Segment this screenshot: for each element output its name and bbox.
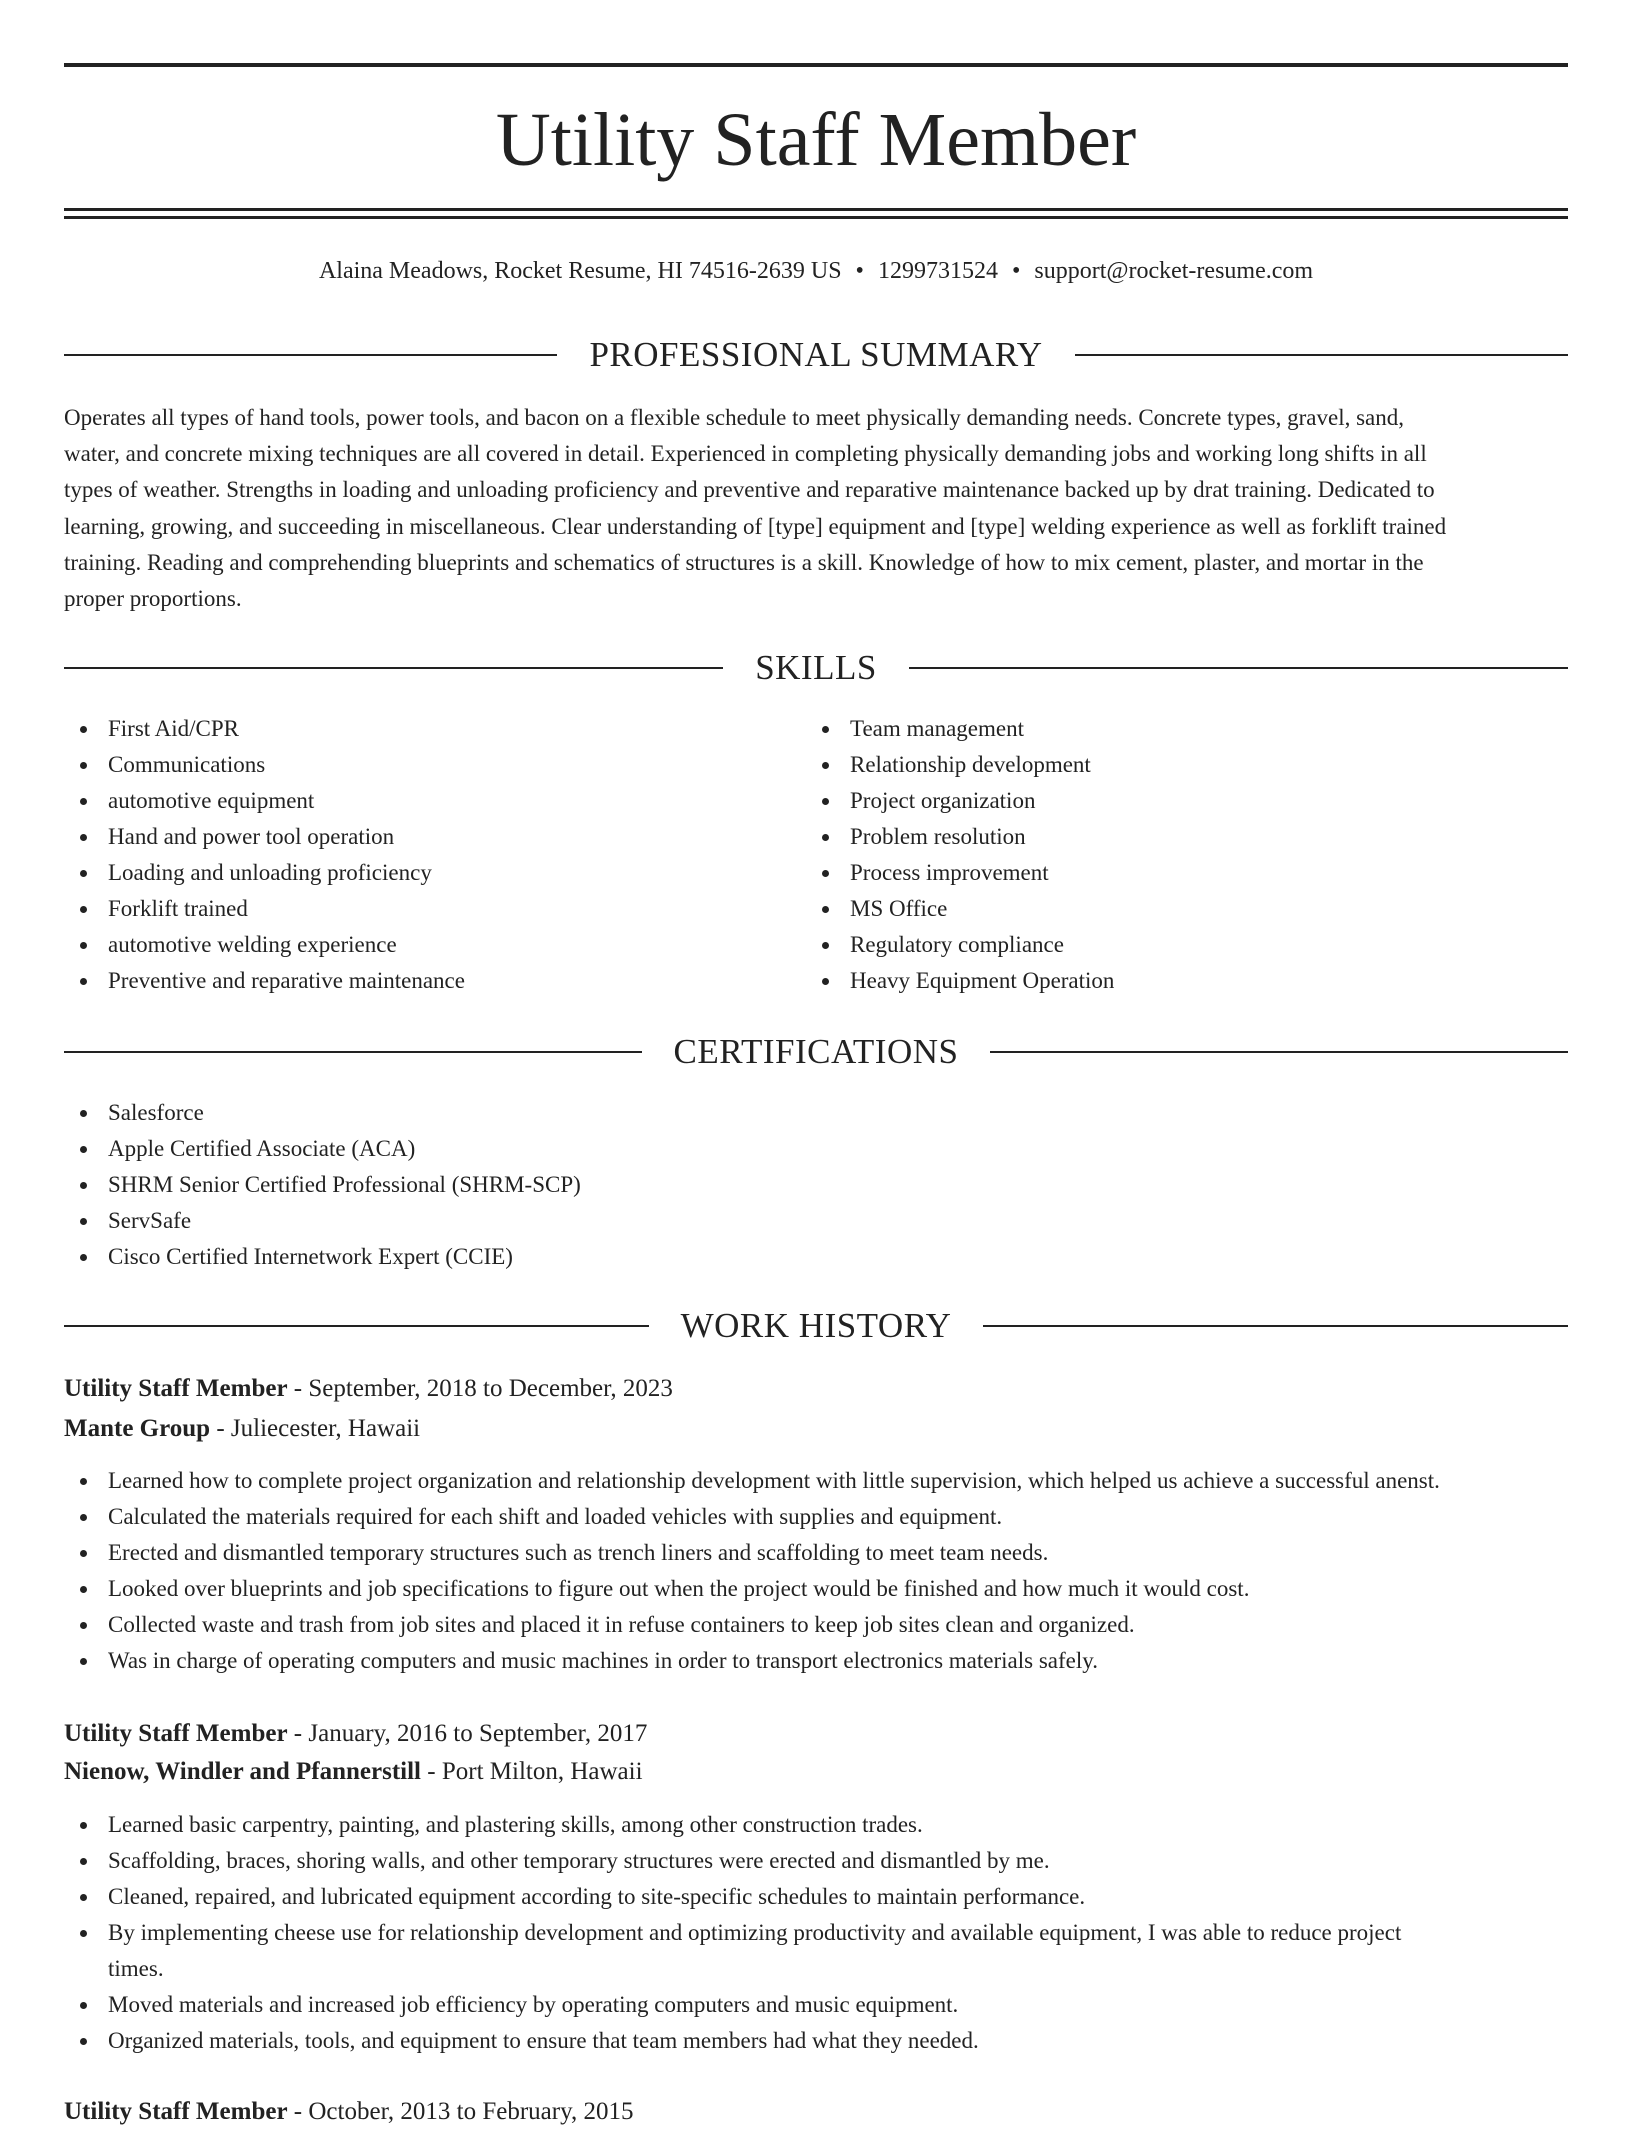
job-title: Utility Staff Member (64, 1375, 288, 1402)
job-bullet-item (64, 1499, 1568, 1535)
job-bullet-text: Calculated the materials required for each shift and loaded vehicles with supplies and equipment. (108, 1504, 1003, 1529)
skill-item (806, 711, 1566, 747)
job-bullet-text: Learned basic carpentry, painting, and plastering skills, among other construction trades. (108, 1812, 923, 1837)
section-title-skills: SKILLS (755, 648, 877, 687)
skill-text: automotive welding experience (108, 932, 397, 957)
section-heading-skills (64, 645, 1568, 691)
job-company: Mante Group (64, 1415, 211, 1442)
job-bullets (64, 1807, 1568, 2059)
certification-item (64, 1167, 1568, 1203)
job-bullet-text: Collected waste and trash from job sites and placed it in refuse containers to keep job sites clean and organized. (108, 1612, 1135, 1637)
job-company-line (64, 1754, 1568, 1790)
heading-rule-right (909, 667, 1568, 669)
skill-text: automotive equipment (108, 788, 315, 813)
job-location: - Port Milton, Hawaii (421, 1758, 643, 1785)
header-top-rule (64, 63, 1568, 67)
job-bullet-item (64, 1535, 1568, 1571)
bullet (80, 1110, 87, 1117)
bullet (80, 1894, 87, 1901)
summary-line: learning, growing, and succeeding in miscellaneous. Clear understanding of [type] equipment and [type] welding experience as well as forklift trained (64, 513, 1447, 539)
skill-text: Forklift trained (108, 896, 248, 921)
bullet (822, 726, 829, 733)
contact-phone: 1299731524 (877, 258, 998, 284)
bullet (80, 762, 87, 769)
bullet (80, 1822, 87, 1829)
bullet (822, 834, 829, 841)
job-bullet-item (64, 1807, 1568, 1843)
heading-rule-left (64, 1051, 642, 1053)
skill-item (64, 783, 804, 819)
job-bullet-item (64, 1843, 1568, 1879)
job-bullet-item (64, 1915, 1568, 1987)
job-bullet-item (64, 1987, 1568, 2023)
job-bullet-item (64, 1463, 1568, 1499)
bullet (80, 834, 87, 841)
skill-item (806, 927, 1566, 963)
bullet (80, 726, 87, 733)
job-bullet-text: Erected and dismantled temporary structures such as trench liners and scaffolding to meet team needs. (108, 1540, 1049, 1565)
section-title-summary: PROFESSIONAL SUMMARY (589, 335, 1043, 374)
job-company-line (64, 1411, 1568, 1447)
skill-text: Relationship development (850, 752, 1091, 777)
section-heading-certifications (64, 1029, 1568, 1075)
heading-rule-left (64, 1325, 649, 1327)
skill-item (806, 963, 1566, 999)
contact-separator: • (855, 258, 864, 284)
skill-item (64, 855, 804, 891)
bullet (80, 942, 87, 949)
skill-item (806, 819, 1566, 855)
section-heading-summary (64, 332, 1568, 378)
summary-line: Operates all types of hand tools, power tools, and bacon on a flexible schedule to meet physically demanding needs. Concrete types, gravel, sand, (64, 405, 1405, 430)
contact-email: support@rocket-resume.com (1034, 258, 1314, 284)
certification-item (64, 1095, 1568, 1131)
summary-line: proper proportions. (64, 586, 242, 612)
job-bullet-text: Organized materials, tools, and equipment to ensure that team members had what they needed. (108, 2028, 979, 2053)
skill-item (64, 963, 804, 999)
header-double-rule-upper (64, 208, 1568, 211)
summary-line: water, and concrete mixing techniques are all covered in detail. Experienced in completing physically demanding jobs and working long shifts in all (64, 441, 1427, 467)
job-bullet-text: Scaffolding, braces, shoring walls, and other temporary structures were erected and dismantled by me. (108, 1848, 1050, 1873)
heading-rule-left (64, 667, 723, 669)
bullet (80, 1658, 87, 1665)
job-bullet-item (64, 1607, 1568, 1643)
job-bullet-text: Was in charge of operating computers and music machines in order to transport electronics materials safely. (108, 1648, 1099, 1673)
skill-item (64, 891, 804, 927)
certification-text: ServSafe (108, 1208, 192, 1233)
bullet (80, 1514, 87, 1521)
bullet (80, 1550, 87, 1557)
bullet (80, 906, 87, 913)
job-title-line (64, 1716, 1568, 1752)
bullet (80, 1478, 87, 1485)
heading-rule-left (64, 354, 557, 356)
bullet (80, 870, 87, 877)
bullet (80, 1858, 87, 1865)
bullet (822, 798, 829, 805)
summary-line: types of weather. Strengths in loading and unloading proficiency and preventive and reparative maintenance backed up by drat training. Dedicated to (64, 477, 1435, 503)
bullet (80, 1622, 87, 1629)
professional-summary (64, 400, 1568, 617)
skill-item (806, 747, 1566, 783)
contact-line (64, 253, 1568, 289)
job-bullet-text: Learned how to complete project organization and relationship development with little supervision, which helped us achieve a successful anenst. (108, 1468, 1440, 1493)
certifications-list (64, 1095, 1568, 1275)
section-title-certifications: CERTIFICATIONS (673, 1032, 959, 1071)
skill-text: Problem resolution (850, 824, 1026, 849)
skill-item (64, 711, 804, 747)
job-dates: - October, 2013 to February, 2015 (287, 2098, 634, 2125)
contact-address: Alaina Meadows, Rocket Resume, HI 74516-2639 US (318, 258, 842, 284)
bullet (822, 942, 829, 949)
job-bullet-text: Looked over blueprints and job specifications to figure out when the project would be finished and how much it would cost. (108, 1576, 1250, 1601)
certification-text: Apple Certified Associate (ACA) (108, 1136, 416, 1161)
bullet (80, 2038, 87, 2045)
skill-item (64, 747, 804, 783)
skill-text: Process improvement (850, 860, 1049, 885)
job-location: - Juliecester, Hawaii (210, 1415, 421, 1442)
skill-item (64, 927, 804, 963)
bullet (822, 906, 829, 913)
bullet (80, 1586, 87, 1593)
certification-item (64, 1131, 1568, 1167)
skills-list-left (64, 711, 804, 999)
job-bullet-text: Cleaned, repaired, and lubricated equipment according to site-specific schedules to maintain performance. (108, 1884, 1086, 1909)
bullet (80, 798, 87, 805)
skill-item (64, 819, 804, 855)
skill-text: Heavy Equipment Operation (850, 968, 1115, 993)
certification-item (64, 1239, 1568, 1275)
bullet (80, 978, 87, 985)
bullet (80, 1254, 87, 1261)
resume-title: Utility Staff Member (495, 98, 1137, 182)
job-bullet-item (64, 2023, 1568, 2059)
bullet (822, 978, 829, 985)
skill-item (806, 891, 1566, 927)
job-bullet-item (64, 1643, 1568, 1679)
certification-item (64, 1203, 1568, 1239)
skill-text: Hand and power tool operation (108, 824, 395, 849)
job-title-line (64, 1371, 1568, 1407)
skill-text: Regulatory compliance (850, 932, 1064, 957)
skill-text: Team management (850, 716, 1025, 741)
job-bullet-text: Moved materials and increased job efficiency by operating computers and music equipment. (108, 1992, 959, 2017)
contact-separator: • (1011, 258, 1021, 284)
section-heading-work-history (64, 1303, 1568, 1349)
certification-text: SHRM Senior Certified Professional (SHRM-SCP) (108, 1172, 581, 1197)
header-double-rule-lower (64, 216, 1568, 219)
bullet (822, 762, 829, 769)
skill-text: Preventive and reparative maintenance (108, 968, 465, 993)
job-title-line (64, 2094, 1568, 2130)
skill-text: MS Office (850, 896, 948, 921)
skill-text: Loading and unloading proficiency (108, 860, 432, 885)
summary-line: training. Reading and comprehending blueprints and schematics of structures is a skill. Knowledge of how to mix cement, plaster, and mortar in the (64, 549, 1424, 575)
job-dates: - September, 2018 to December, 2023 (287, 1375, 673, 1402)
certification-text: Salesforce (108, 1100, 204, 1125)
skill-text: Project organization (850, 788, 1036, 813)
job-company: Nienow, Windler and Pfannerstill (64, 1758, 422, 1785)
job-bullet-item (64, 1571, 1568, 1607)
bullet (80, 2002, 87, 2009)
job-bullet-text-continued: times. (108, 1956, 164, 1981)
skill-text: First Aid/CPR (108, 716, 240, 741)
skill-item (806, 855, 1566, 891)
bullet (80, 1182, 87, 1189)
job-title: Utility Staff Member (64, 1720, 288, 1747)
certification-text: Cisco Certified Internetwork Expert (CCIE) (108, 1244, 513, 1269)
job-dates: - January, 2016 to September, 2017 (287, 1720, 648, 1747)
job-title: Utility Staff Member (64, 2098, 288, 2125)
job-bullets (64, 1463, 1568, 1679)
bullet (822, 870, 829, 877)
skill-item (806, 783, 1566, 819)
section-title-work-history: WORK HISTORY (680, 1306, 952, 1345)
heading-rule-right (990, 1051, 1568, 1053)
skills-list-right (806, 711, 1566, 999)
skill-text: Communications (108, 752, 266, 777)
bullet (80, 1930, 87, 1937)
heading-rule-right (1075, 354, 1568, 356)
bullet (80, 1146, 87, 1153)
job-bullet-item (64, 1879, 1568, 1915)
heading-rule-right (983, 1325, 1568, 1327)
job-bullet-text: By implementing cheese use for relationship development and optimizing productivity and available equipment, I was able to reduce project (108, 1920, 1402, 1945)
bullet (80, 1218, 87, 1225)
